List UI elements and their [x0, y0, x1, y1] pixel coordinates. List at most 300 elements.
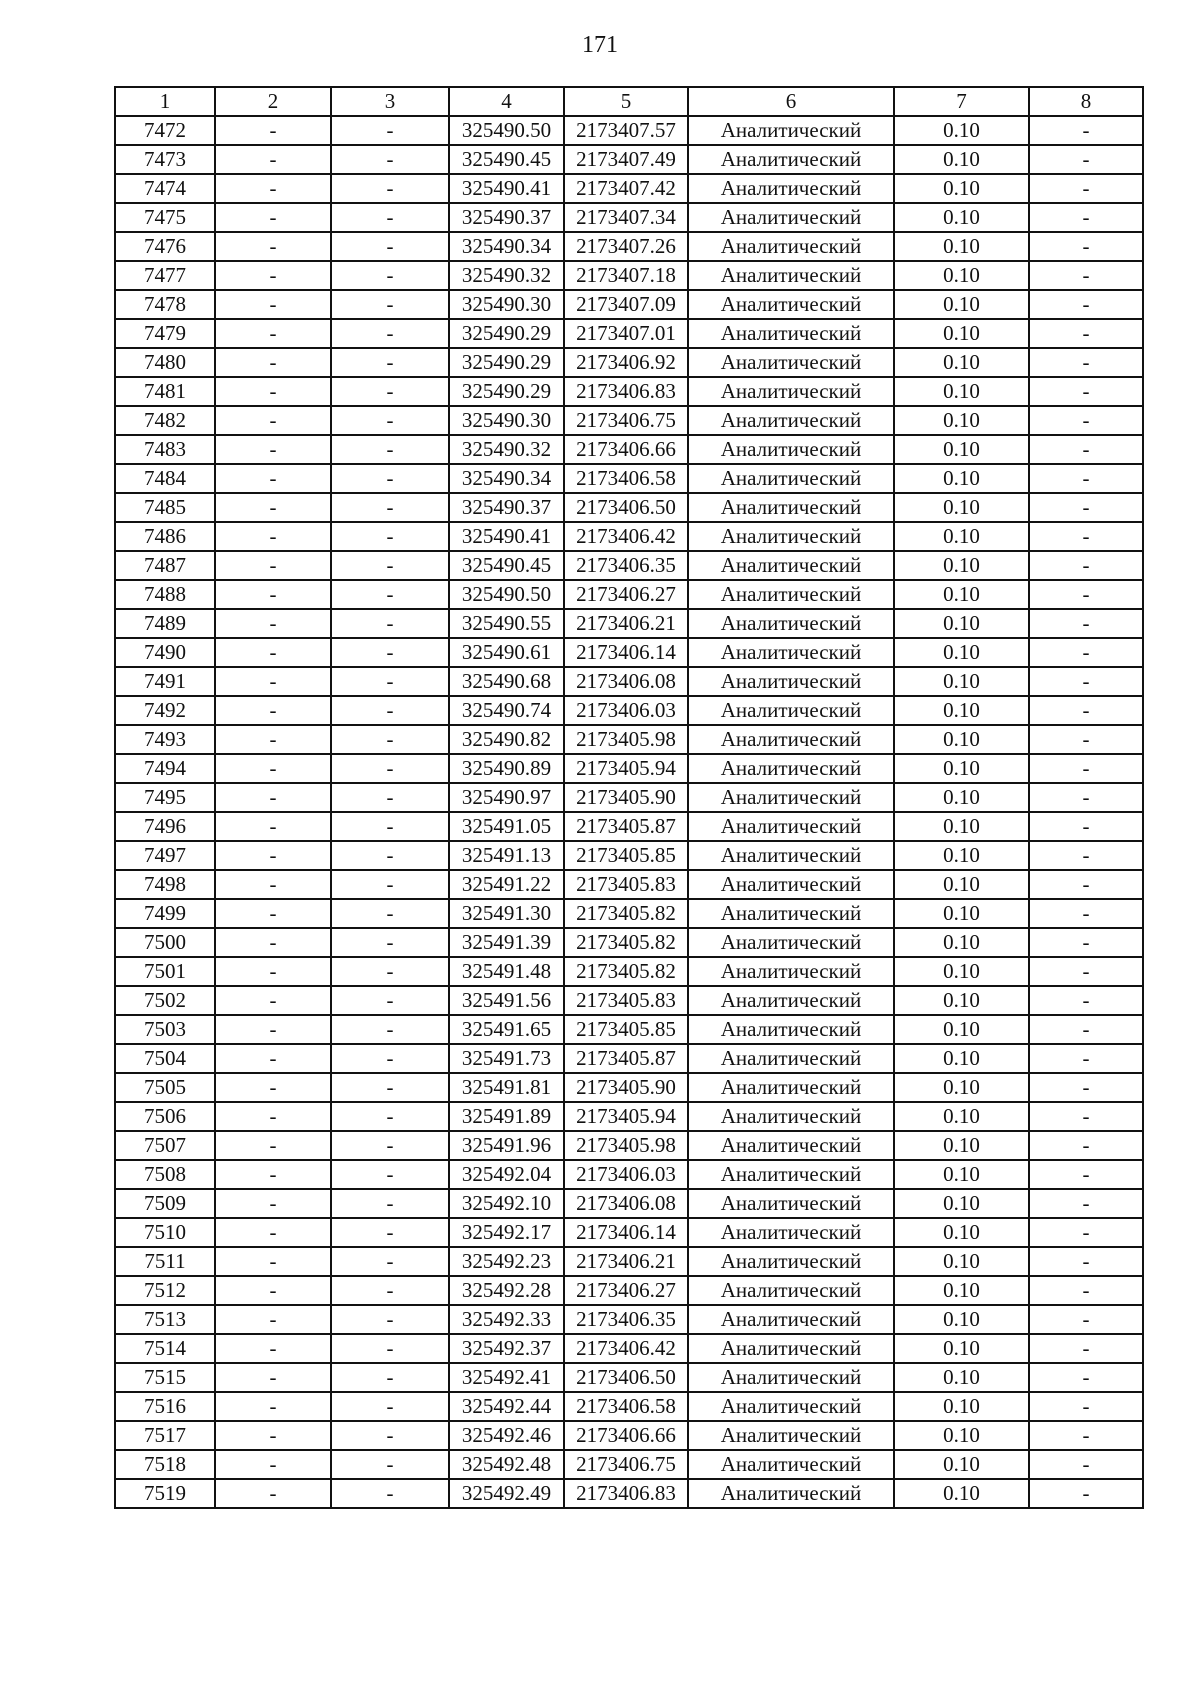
- cell-col-3: -: [331, 1450, 449, 1479]
- coord-x: 325492.23: [449, 1247, 564, 1276]
- method: Аналитический: [688, 1334, 894, 1363]
- cell-col-2: -: [215, 1305, 331, 1334]
- cell-col-2: -: [215, 377, 331, 406]
- point-number: 7508: [115, 1160, 215, 1189]
- cell-col-8: -: [1029, 580, 1143, 609]
- table-row: [115, 1305, 1143, 1334]
- point-number: 7483: [115, 435, 215, 464]
- coord-x: 325492.46: [449, 1421, 564, 1450]
- cell-col-3: -: [331, 667, 449, 696]
- precision: 0.10: [894, 1189, 1029, 1218]
- point-number: 7472: [115, 116, 215, 145]
- coord-x: 325491.30: [449, 899, 564, 928]
- coord-x: 325491.48: [449, 957, 564, 986]
- point-number: 7488: [115, 580, 215, 609]
- cell-col-3: -: [331, 1218, 449, 1247]
- cell-col-3: -: [331, 957, 449, 986]
- cell-col-3: -: [331, 261, 449, 290]
- cell-col-8: -: [1029, 696, 1143, 725]
- coord-y: 2173407.57: [564, 116, 688, 145]
- cell-col-8: -: [1029, 174, 1143, 203]
- precision: 0.10: [894, 1131, 1029, 1160]
- coord-y: 2173406.66: [564, 435, 688, 464]
- cell-col-3: -: [331, 1334, 449, 1363]
- cell-col-2: -: [215, 203, 331, 232]
- method: Аналитический: [688, 377, 894, 406]
- cell-col-8: -: [1029, 1334, 1143, 1363]
- method: Аналитический: [688, 406, 894, 435]
- table-row: [115, 870, 1143, 899]
- precision: 0.10: [894, 116, 1029, 145]
- coord-x: 325491.89: [449, 1102, 564, 1131]
- table-row: [115, 551, 1143, 580]
- method: Аналитический: [688, 319, 894, 348]
- cell-col-3: -: [331, 899, 449, 928]
- coord-y: 2173406.03: [564, 696, 688, 725]
- method: Аналитический: [688, 1450, 894, 1479]
- point-number: 7478: [115, 290, 215, 319]
- column-header-1: 1: [115, 87, 215, 116]
- table-row: [115, 348, 1143, 377]
- cell-col-2: -: [215, 754, 331, 783]
- coord-x: 325492.33: [449, 1305, 564, 1334]
- method: Аналитический: [688, 928, 894, 957]
- precision: 0.10: [894, 841, 1029, 870]
- precision: 0.10: [894, 1218, 1029, 1247]
- coord-y: 2173406.08: [564, 1189, 688, 1218]
- cell-col-2: -: [215, 145, 331, 174]
- table-row: [115, 638, 1143, 667]
- coord-x: 325490.50: [449, 116, 564, 145]
- coord-x: 325492.17: [449, 1218, 564, 1247]
- coord-x: 325490.37: [449, 203, 564, 232]
- cell-col-2: -: [215, 1421, 331, 1450]
- cell-col-2: -: [215, 609, 331, 638]
- cell-col-2: -: [215, 319, 331, 348]
- method: Аналитический: [688, 1479, 894, 1508]
- cell-col-8: -: [1029, 725, 1143, 754]
- precision: 0.10: [894, 377, 1029, 406]
- precision: 0.10: [894, 580, 1029, 609]
- column-header-5: 5: [564, 87, 688, 116]
- coord-y: 2173406.14: [564, 638, 688, 667]
- coord-y: 2173406.50: [564, 493, 688, 522]
- method: Аналитический: [688, 464, 894, 493]
- coord-x: 325492.04: [449, 1160, 564, 1189]
- cell-col-3: -: [331, 841, 449, 870]
- column-header-7: 7: [894, 87, 1029, 116]
- cell-col-8: -: [1029, 116, 1143, 145]
- cell-col-8: -: [1029, 1479, 1143, 1508]
- cell-col-2: -: [215, 174, 331, 203]
- coord-y: 2173405.82: [564, 928, 688, 957]
- point-number: 7479: [115, 319, 215, 348]
- coord-y: 2173405.83: [564, 870, 688, 899]
- method: Аналитический: [688, 435, 894, 464]
- cell-col-2: -: [215, 783, 331, 812]
- precision: 0.10: [894, 783, 1029, 812]
- method: Аналитический: [688, 1160, 894, 1189]
- method: Аналитический: [688, 667, 894, 696]
- point-number: 7506: [115, 1102, 215, 1131]
- precision: 0.10: [894, 493, 1029, 522]
- method: Аналитический: [688, 812, 894, 841]
- cell-col-3: -: [331, 1073, 449, 1102]
- coord-x: 325490.37: [449, 493, 564, 522]
- method: Аналитический: [688, 1073, 894, 1102]
- coord-y: 2173405.83: [564, 986, 688, 1015]
- point-number: 7505: [115, 1073, 215, 1102]
- method: Аналитический: [688, 1044, 894, 1073]
- table-row: [115, 464, 1143, 493]
- cell-col-2: -: [215, 1073, 331, 1102]
- cell-col-8: -: [1029, 377, 1143, 406]
- coord-x: 325490.30: [449, 406, 564, 435]
- cell-col-3: -: [331, 319, 449, 348]
- cell-col-3: -: [331, 145, 449, 174]
- cell-col-2: -: [215, 1363, 331, 1392]
- point-number: 7503: [115, 1015, 215, 1044]
- cell-col-2: -: [215, 232, 331, 261]
- cell-col-8: -: [1029, 870, 1143, 899]
- coord-y: 2173407.09: [564, 290, 688, 319]
- cell-col-3: -: [331, 1247, 449, 1276]
- cell-col-3: -: [331, 522, 449, 551]
- table-row: [115, 377, 1143, 406]
- precision: 0.10: [894, 870, 1029, 899]
- cell-col-3: -: [331, 609, 449, 638]
- precision: 0.10: [894, 1305, 1029, 1334]
- point-number: 7480: [115, 348, 215, 377]
- method: Аналитический: [688, 1305, 894, 1334]
- cell-col-2: -: [215, 725, 331, 754]
- coord-y: 2173405.90: [564, 1073, 688, 1102]
- coord-y: 2173405.98: [564, 1131, 688, 1160]
- coord-x: 325490.34: [449, 464, 564, 493]
- coord-y: 2173405.85: [564, 1015, 688, 1044]
- point-number: 7484: [115, 464, 215, 493]
- cell-col-2: -: [215, 1131, 331, 1160]
- coordinates-table: [114, 86, 1144, 1509]
- coord-y: 2173405.87: [564, 812, 688, 841]
- coord-y: 2173407.26: [564, 232, 688, 261]
- table-row: [115, 1218, 1143, 1247]
- cell-col-8: -: [1029, 1363, 1143, 1392]
- table-row: [115, 261, 1143, 290]
- cell-col-8: -: [1029, 609, 1143, 638]
- cell-col-3: -: [331, 377, 449, 406]
- coord-y: 2173405.82: [564, 957, 688, 986]
- precision: 0.10: [894, 725, 1029, 754]
- coord-x: 325490.30: [449, 290, 564, 319]
- coord-x: 325490.29: [449, 377, 564, 406]
- table-row: [115, 1160, 1143, 1189]
- coord-x: 325491.65: [449, 1015, 564, 1044]
- coord-x: 325490.45: [449, 551, 564, 580]
- point-number: 7487: [115, 551, 215, 580]
- point-number: 7489: [115, 609, 215, 638]
- coord-x: 325490.68: [449, 667, 564, 696]
- coord-x: 325490.29: [449, 319, 564, 348]
- cell-col-3: -: [331, 1102, 449, 1131]
- precision: 0.10: [894, 145, 1029, 174]
- coord-y: 2173406.92: [564, 348, 688, 377]
- precision: 0.10: [894, 261, 1029, 290]
- cell-col-2: -: [215, 261, 331, 290]
- cell-col-8: -: [1029, 551, 1143, 580]
- point-number: 7511: [115, 1247, 215, 1276]
- coord-y: 2173406.27: [564, 580, 688, 609]
- cell-col-3: -: [331, 1363, 449, 1392]
- coord-x: 325492.44: [449, 1392, 564, 1421]
- coord-y: 2173406.27: [564, 1276, 688, 1305]
- point-number: 7516: [115, 1392, 215, 1421]
- cell-col-8: -: [1029, 1218, 1143, 1247]
- method: Аналитический: [688, 870, 894, 899]
- cell-col-8: -: [1029, 1131, 1143, 1160]
- table-row: [115, 319, 1143, 348]
- table-row: [115, 232, 1143, 261]
- coord-x: 325490.74: [449, 696, 564, 725]
- precision: 0.10: [894, 1044, 1029, 1073]
- cell-col-8: -: [1029, 493, 1143, 522]
- coord-x: 325490.89: [449, 754, 564, 783]
- coord-y: 2173406.21: [564, 1247, 688, 1276]
- coord-y: 2173406.35: [564, 551, 688, 580]
- table-row: [115, 493, 1143, 522]
- precision: 0.10: [894, 522, 1029, 551]
- coord-y: 2173405.94: [564, 1102, 688, 1131]
- coord-x: 325492.41: [449, 1363, 564, 1392]
- coord-y: 2173406.03: [564, 1160, 688, 1189]
- table-row: [115, 1015, 1143, 1044]
- method: Аналитический: [688, 1102, 894, 1131]
- method: Аналитический: [688, 290, 894, 319]
- precision: 0.10: [894, 1102, 1029, 1131]
- precision: 0.10: [894, 1247, 1029, 1276]
- cell-col-8: -: [1029, 638, 1143, 667]
- coord-y: 2173405.85: [564, 841, 688, 870]
- cell-col-8: -: [1029, 986, 1143, 1015]
- cell-col-3: -: [331, 1189, 449, 1218]
- coord-y: 2173406.35: [564, 1305, 688, 1334]
- method: Аналитический: [688, 1276, 894, 1305]
- table-row: [115, 1392, 1143, 1421]
- table-row: [115, 725, 1143, 754]
- coord-y: 2173406.66: [564, 1421, 688, 1450]
- point-number: 7493: [115, 725, 215, 754]
- table-row: [115, 203, 1143, 232]
- column-header-3: 3: [331, 87, 449, 116]
- point-number: 7514: [115, 1334, 215, 1363]
- method: Аналитический: [688, 609, 894, 638]
- header-row: [115, 87, 1143, 116]
- table-row: [115, 290, 1143, 319]
- cell-col-3: -: [331, 696, 449, 725]
- table-row: [115, 1247, 1143, 1276]
- table-row: [115, 754, 1143, 783]
- method: Аналитический: [688, 1421, 894, 1450]
- cell-col-3: -: [331, 493, 449, 522]
- coord-x: 325491.81: [449, 1073, 564, 1102]
- table-row: [115, 667, 1143, 696]
- coord-y: 2173406.14: [564, 1218, 688, 1247]
- method: Аналитический: [688, 1015, 894, 1044]
- coord-x: 325492.48: [449, 1450, 564, 1479]
- cell-col-8: -: [1029, 464, 1143, 493]
- coord-y: 2173406.83: [564, 377, 688, 406]
- precision: 0.10: [894, 1363, 1029, 1392]
- point-number: 7498: [115, 870, 215, 899]
- point-number: 7500: [115, 928, 215, 957]
- precision: 0.10: [894, 348, 1029, 377]
- cell-col-2: -: [215, 1479, 331, 1508]
- point-number: 7499: [115, 899, 215, 928]
- cell-col-2: -: [215, 1015, 331, 1044]
- table-row: [115, 174, 1143, 203]
- method: Аналитический: [688, 203, 894, 232]
- method: Аналитический: [688, 754, 894, 783]
- table-row: [115, 609, 1143, 638]
- cell-col-2: -: [215, 290, 331, 319]
- cell-col-2: -: [215, 551, 331, 580]
- table-row: [115, 899, 1143, 928]
- method: Аналитический: [688, 957, 894, 986]
- table-row: [115, 1450, 1143, 1479]
- cell-col-3: -: [331, 290, 449, 319]
- table-row: [115, 1189, 1143, 1218]
- coord-x: 325490.97: [449, 783, 564, 812]
- table-row: [115, 1102, 1143, 1131]
- cell-col-8: -: [1029, 928, 1143, 957]
- method: Аналитический: [688, 725, 894, 754]
- cell-col-8: -: [1029, 203, 1143, 232]
- cell-col-2: -: [215, 522, 331, 551]
- point-number: 7475: [115, 203, 215, 232]
- precision: 0.10: [894, 1160, 1029, 1189]
- cell-col-2: -: [215, 812, 331, 841]
- point-number: 7507: [115, 1131, 215, 1160]
- precision: 0.10: [894, 1276, 1029, 1305]
- coord-x: 325490.61: [449, 638, 564, 667]
- precision: 0.10: [894, 638, 1029, 667]
- cell-col-2: -: [215, 1392, 331, 1421]
- coord-x: 325491.13: [449, 841, 564, 870]
- cell-col-2: -: [215, 1450, 331, 1479]
- cell-col-3: -: [331, 116, 449, 145]
- table-row: [115, 696, 1143, 725]
- coord-y: 2173407.49: [564, 145, 688, 174]
- coord-y: 2173406.58: [564, 464, 688, 493]
- cell-col-8: -: [1029, 1392, 1143, 1421]
- method: Аналитический: [688, 580, 894, 609]
- point-number: 7494: [115, 754, 215, 783]
- column-header-4: 4: [449, 87, 564, 116]
- coord-x: 325491.22: [449, 870, 564, 899]
- method: Аналитический: [688, 638, 894, 667]
- coord-x: 325490.55: [449, 609, 564, 638]
- cell-col-2: -: [215, 580, 331, 609]
- point-number: 7490: [115, 638, 215, 667]
- cell-col-3: -: [331, 1015, 449, 1044]
- cell-col-8: -: [1029, 406, 1143, 435]
- table-row: [115, 435, 1143, 464]
- cell-col-2: -: [215, 406, 331, 435]
- cell-col-2: -: [215, 899, 331, 928]
- coord-y: 2173406.83: [564, 1479, 688, 1508]
- cell-col-2: -: [215, 116, 331, 145]
- cell-col-2: -: [215, 638, 331, 667]
- precision: 0.10: [894, 290, 1029, 319]
- cell-col-8: -: [1029, 1015, 1143, 1044]
- cell-col-3: -: [331, 1392, 449, 1421]
- cell-col-3: -: [331, 232, 449, 261]
- point-number: 7518: [115, 1450, 215, 1479]
- point-number: 7476: [115, 232, 215, 261]
- cell-col-8: -: [1029, 261, 1143, 290]
- cell-col-8: -: [1029, 1305, 1143, 1334]
- cell-col-2: -: [215, 1276, 331, 1305]
- point-number: 7486: [115, 522, 215, 551]
- cell-col-3: -: [331, 725, 449, 754]
- method: Аналитический: [688, 174, 894, 203]
- table-row: [115, 406, 1143, 435]
- method: Аналитический: [688, 232, 894, 261]
- method: Аналитический: [688, 696, 894, 725]
- point-number: 7517: [115, 1421, 215, 1450]
- precision: 0.10: [894, 1073, 1029, 1102]
- method: Аналитический: [688, 1218, 894, 1247]
- precision: 0.10: [894, 812, 1029, 841]
- coord-x: 325490.50: [449, 580, 564, 609]
- cell-col-3: -: [331, 348, 449, 377]
- cell-col-8: -: [1029, 841, 1143, 870]
- coord-y: 2173405.87: [564, 1044, 688, 1073]
- point-number: 7473: [115, 145, 215, 174]
- precision: 0.10: [894, 203, 1029, 232]
- cell-col-3: -: [331, 551, 449, 580]
- method: Аналитический: [688, 348, 894, 377]
- cell-col-2: -: [215, 1189, 331, 1218]
- cell-col-3: -: [331, 1044, 449, 1073]
- coord-x: 325492.37: [449, 1334, 564, 1363]
- precision: 0.10: [894, 696, 1029, 725]
- precision: 0.10: [894, 1015, 1029, 1044]
- table-row: [115, 986, 1143, 1015]
- coord-y: 2173406.75: [564, 406, 688, 435]
- cell-col-2: -: [215, 435, 331, 464]
- table-body: [115, 116, 1143, 1508]
- precision: 0.10: [894, 551, 1029, 580]
- cell-col-2: -: [215, 696, 331, 725]
- coord-x: 325490.82: [449, 725, 564, 754]
- cell-col-3: -: [331, 754, 449, 783]
- coord-x: 325491.56: [449, 986, 564, 1015]
- point-number: 7496: [115, 812, 215, 841]
- method: Аналитический: [688, 522, 894, 551]
- method: Аналитический: [688, 1392, 894, 1421]
- coord-y: 2173407.34: [564, 203, 688, 232]
- cell-col-8: -: [1029, 812, 1143, 841]
- point-number: 7497: [115, 841, 215, 870]
- method: Аналитический: [688, 1247, 894, 1276]
- cell-col-2: -: [215, 1334, 331, 1363]
- cell-col-3: -: [331, 986, 449, 1015]
- cell-col-8: -: [1029, 783, 1143, 812]
- coord-x: 325490.41: [449, 174, 564, 203]
- cell-col-3: -: [331, 1160, 449, 1189]
- table-row: [115, 812, 1143, 841]
